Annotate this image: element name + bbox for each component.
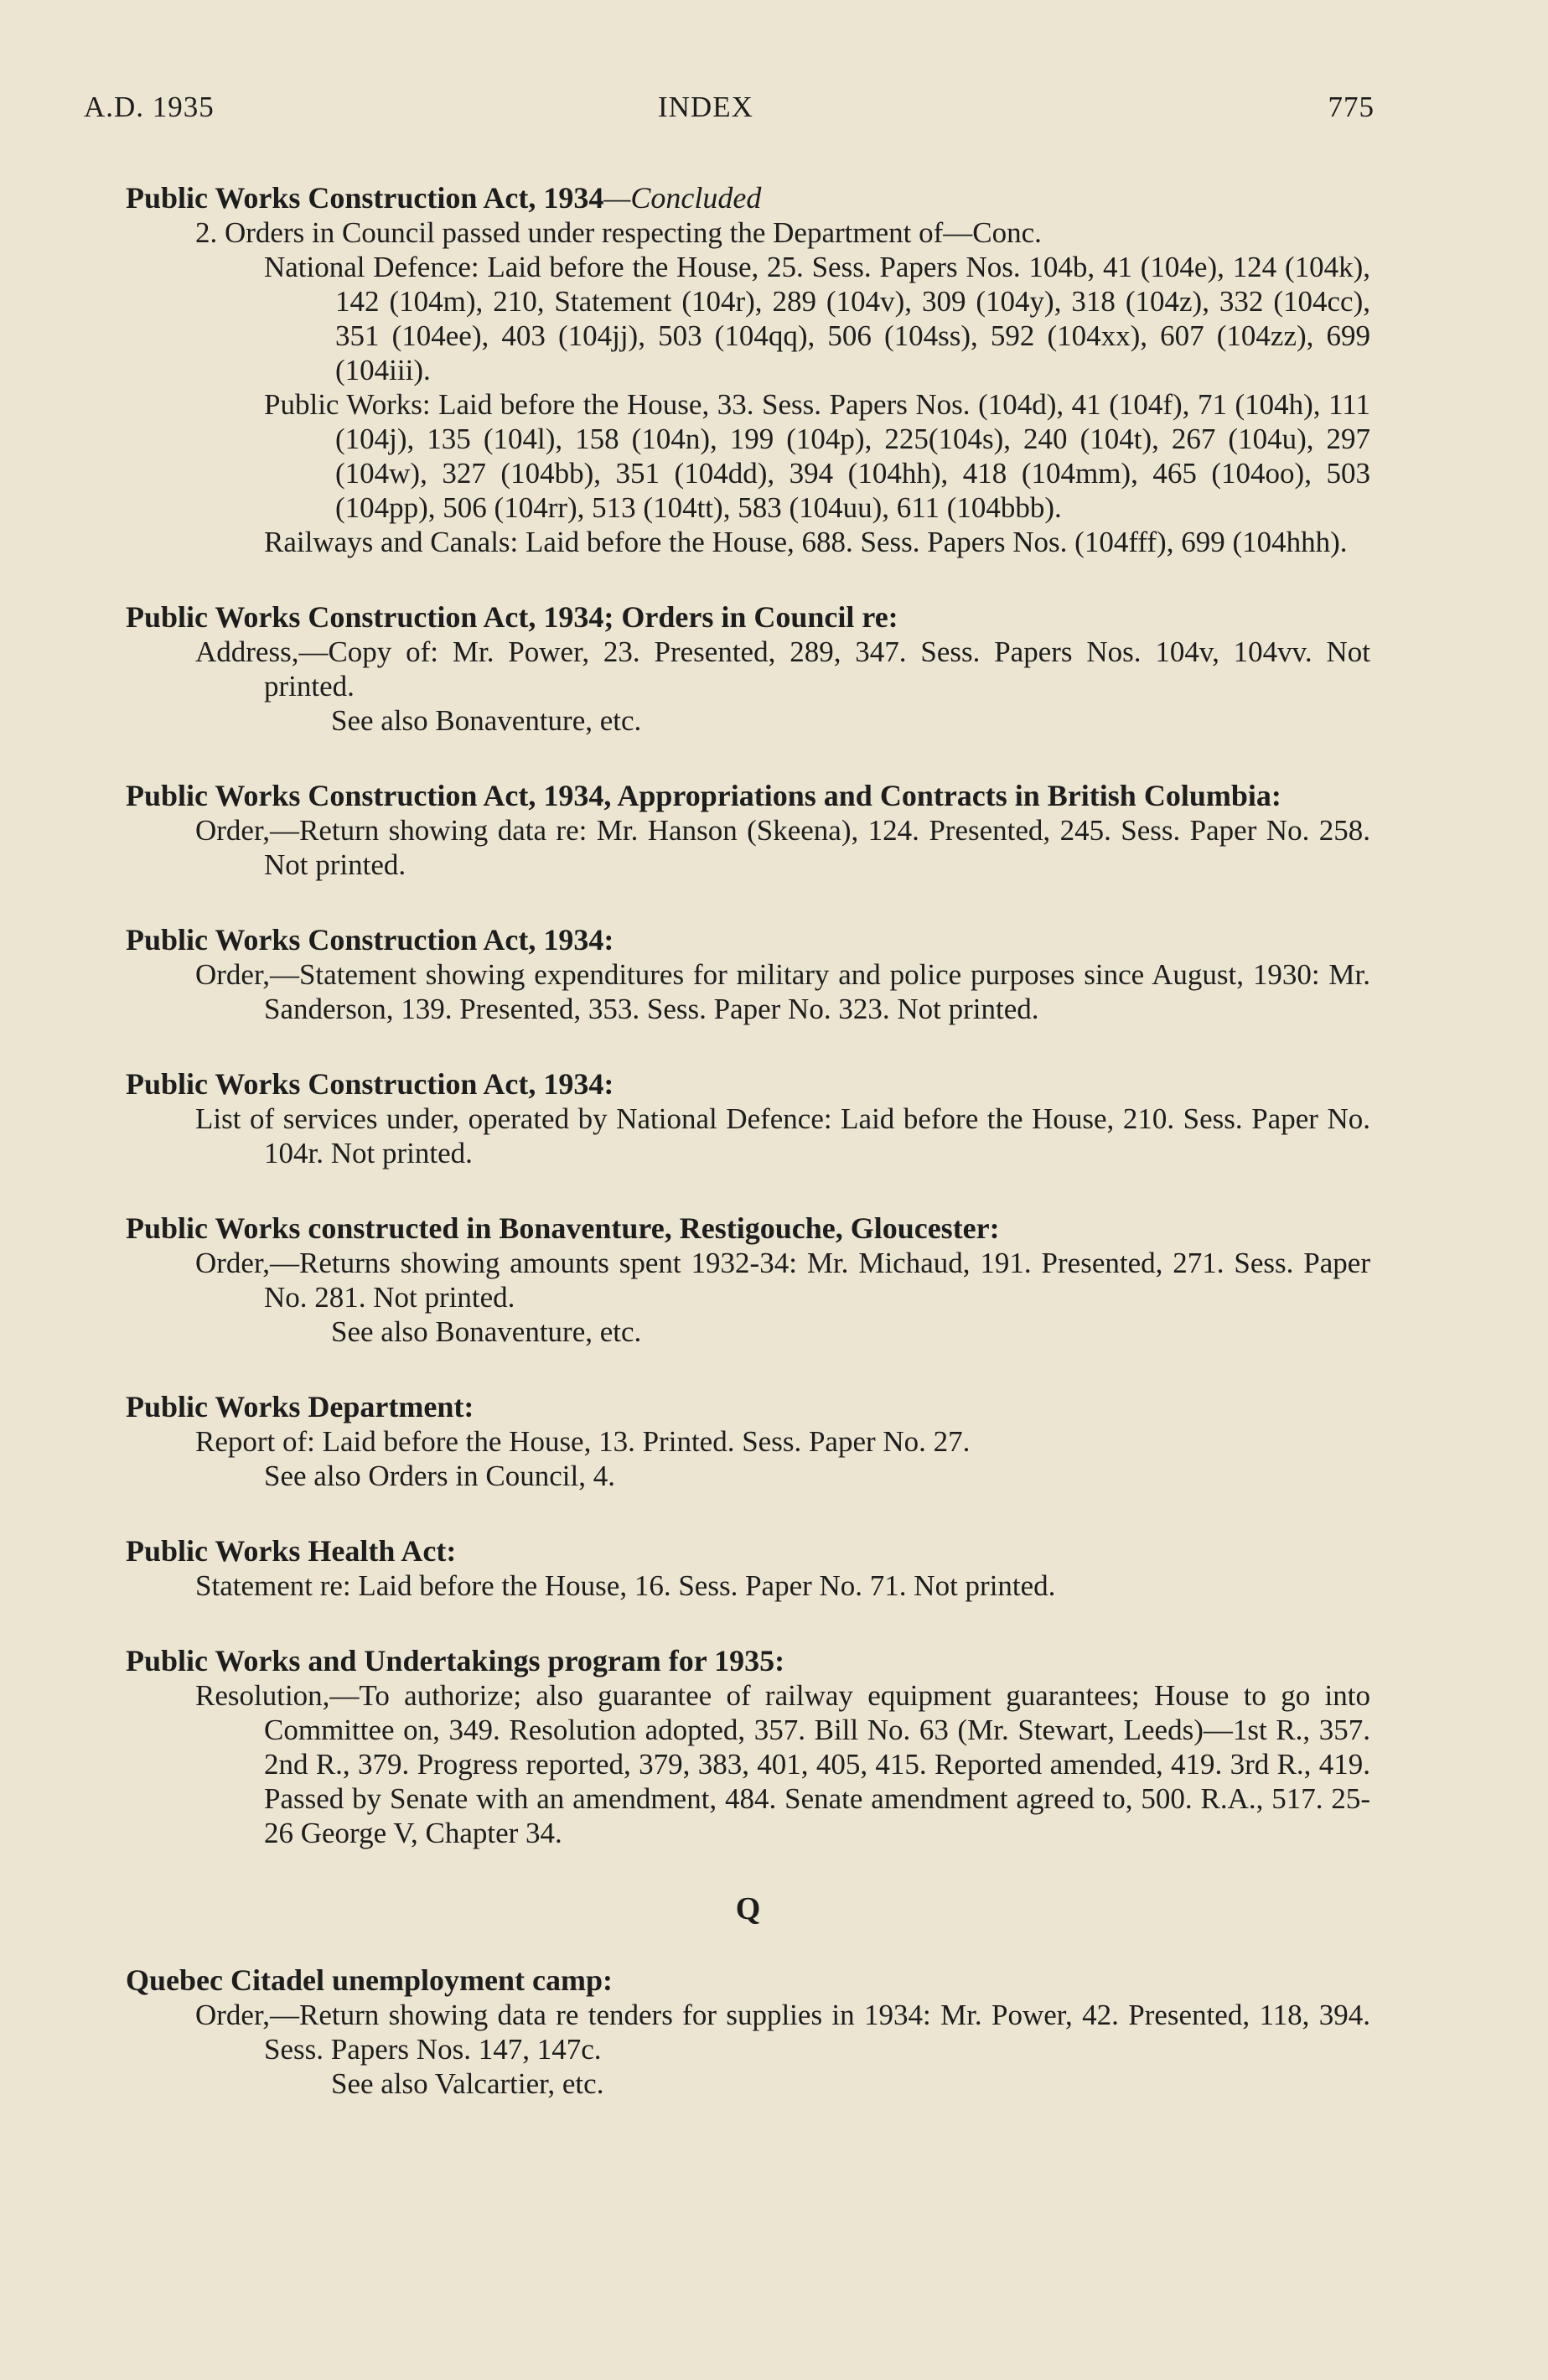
- entry-heading: Public Works Construction Act, 1934; Orders in Council re:: [126, 600, 898, 634]
- entry-heading: Public Works constructed in Bonaventure, Restigouche, Gloucester:: [126, 1211, 1000, 1245]
- index-entry: [126, 1389, 1370, 1493]
- see-also-line: See also Bonaventure, etc.: [331, 1315, 642, 1348]
- index-entry: [126, 1211, 1370, 1349]
- index-entry: [126, 1066, 1370, 1170]
- entry-line: Address,—Copy of: Mr. Power, 23. Presented, 289, 347. Sess. Papers Nos. 104v, 104vv. Not printed.: [195, 635, 1370, 703]
- entry-heading: Public Works Construction Act, 1934:: [126, 923, 614, 957]
- section-letter: Q: [735, 1891, 761, 1926]
- index-entry: [126, 922, 1370, 1026]
- entry-heading: [126, 180, 1370, 215]
- entry-line: Order,—Return showing data re tenders for supplies in 1934: Mr. Power, 42. Presented, 118, 394. Sess. Papers Nos. 147, 147c.: [195, 1999, 1370, 2066]
- see-also-line: See also Orders in Council, 4.: [264, 1460, 615, 1492]
- entry-line: Railways and Canals: Laid before the House, 688. Sess. Papers Nos. (104fff), 699 (104hhh).: [264, 526, 1348, 558]
- header-year: A.D. 1935: [84, 91, 215, 123]
- entry-line: Public Works: Laid before the House, 33. Sess. Papers Nos. (104d), 41 (104f), 71 (104h), 111 (104j), 135 (104l), 158 (104n), 199 (104p), 225(104s), 240 (104t), 267 (104u), 297 (104w), 327 (104bb), 351 (104dd), 394 (104hh), 418 (104mm), 465 (104oo), 503 (104pp), 506 (104rr), 513 (104tt), 583 (104uu), 611 (104bbb).: [264, 388, 1370, 524]
- entry-line: Resolution,—To authorize; also guarantee of railway equipment guarantees; House to go into Committee on, 349. Resolution adopted, 357. Bill No. 63 (Mr. Stewart, Leeds)—1st R., 357. 2nd R., 379. Progress reported, 379, 383, 401, 405, 415. Reported amended, 419. 3rd R., 419. Passed by Senate with an amendment, 484. Senate amendment agreed to, 500. R.A., 517. 25-26 George V, Chapter 34.: [195, 1679, 1370, 1849]
- entry-heading: Public Works Construction Act, 1934, Appropriations and Contracts in British Columbia:: [126, 779, 1281, 812]
- entry-line: Order,—Statement showing expenditures for military and police purposes since August, 1930: Mr. Sanderson, 139. Presented, 353. Sess. Paper No. 323. Not printed.: [195, 958, 1370, 1025]
- index-entry: [126, 1643, 1370, 1850]
- header-title: INDEX: [658, 91, 753, 123]
- entry-heading: Quebec Citadel unemployment camp:: [126, 1963, 613, 1997]
- index-content: [126, 180, 1370, 2141]
- entry-heading-tail: —Concluded: [603, 181, 762, 215]
- index-entry: [126, 778, 1370, 882]
- see-also-line: See also Valcartier, etc.: [331, 2067, 604, 2100]
- entry-heading: Public Works Construction Act, 1934:: [126, 1067, 614, 1101]
- index-entry: [126, 180, 1370, 559]
- entry-heading: Public Works and Undertakings program for 1935:: [126, 1644, 785, 1677]
- entry-line: National Defence: Laid before the House, 25. Sess. Papers Nos. 104b, 41 (104e), 124 (104k), 142 (104m), 210, Statement (104r), 289 (104v), 309 (104y), 318 (104z), 332 (104cc), 351 (104ee), 403 (104jj), 503 (104qq), 506 (104ss), 592 (104xx), 607 (104zz), 699 (104iii).: [264, 251, 1370, 386]
- entry-heading-text: Public Works Construction Act, 1934: [126, 181, 604, 215]
- entry-line: Order,—Returns showing amounts spent 1932-34: Mr. Michaud, 191. Presented, 271. Sess. Paper No. 281. Not printed.: [195, 1247, 1370, 1314]
- index-entry: [126, 1533, 1370, 1603]
- see-also-line: See also Bonaventure, etc.: [331, 704, 642, 737]
- entry-line: Statement re: Laid before the House, 16. Sess. Paper No. 71. Not printed.: [195, 1569, 1056, 1602]
- entry-heading: Public Works Health Act:: [126, 1534, 457, 1568]
- index-entry: [126, 1963, 1370, 2101]
- page-number: 775: [1328, 91, 1375, 123]
- entry-line: 2. Orders in Council passed under respecting the Department of—Conc.: [195, 216, 1042, 249]
- entry-line: Report of: Laid before the House, 13. Printed. Sess. Paper No. 27.: [195, 1425, 971, 1458]
- entry-line: Order,—Return showing data re: Mr. Hanson (Skeena), 124. Presented, 245. Sess. Paper No. 258. Not printed.: [195, 814, 1370, 881]
- index-entry: [126, 599, 1370, 738]
- entry-heading: Public Works Department:: [126, 1390, 474, 1423]
- entry-line: List of services under, operated by National Defence: Laid before the House, 210. Sess. Paper No. 104r. Not printed.: [195, 1102, 1370, 1169]
